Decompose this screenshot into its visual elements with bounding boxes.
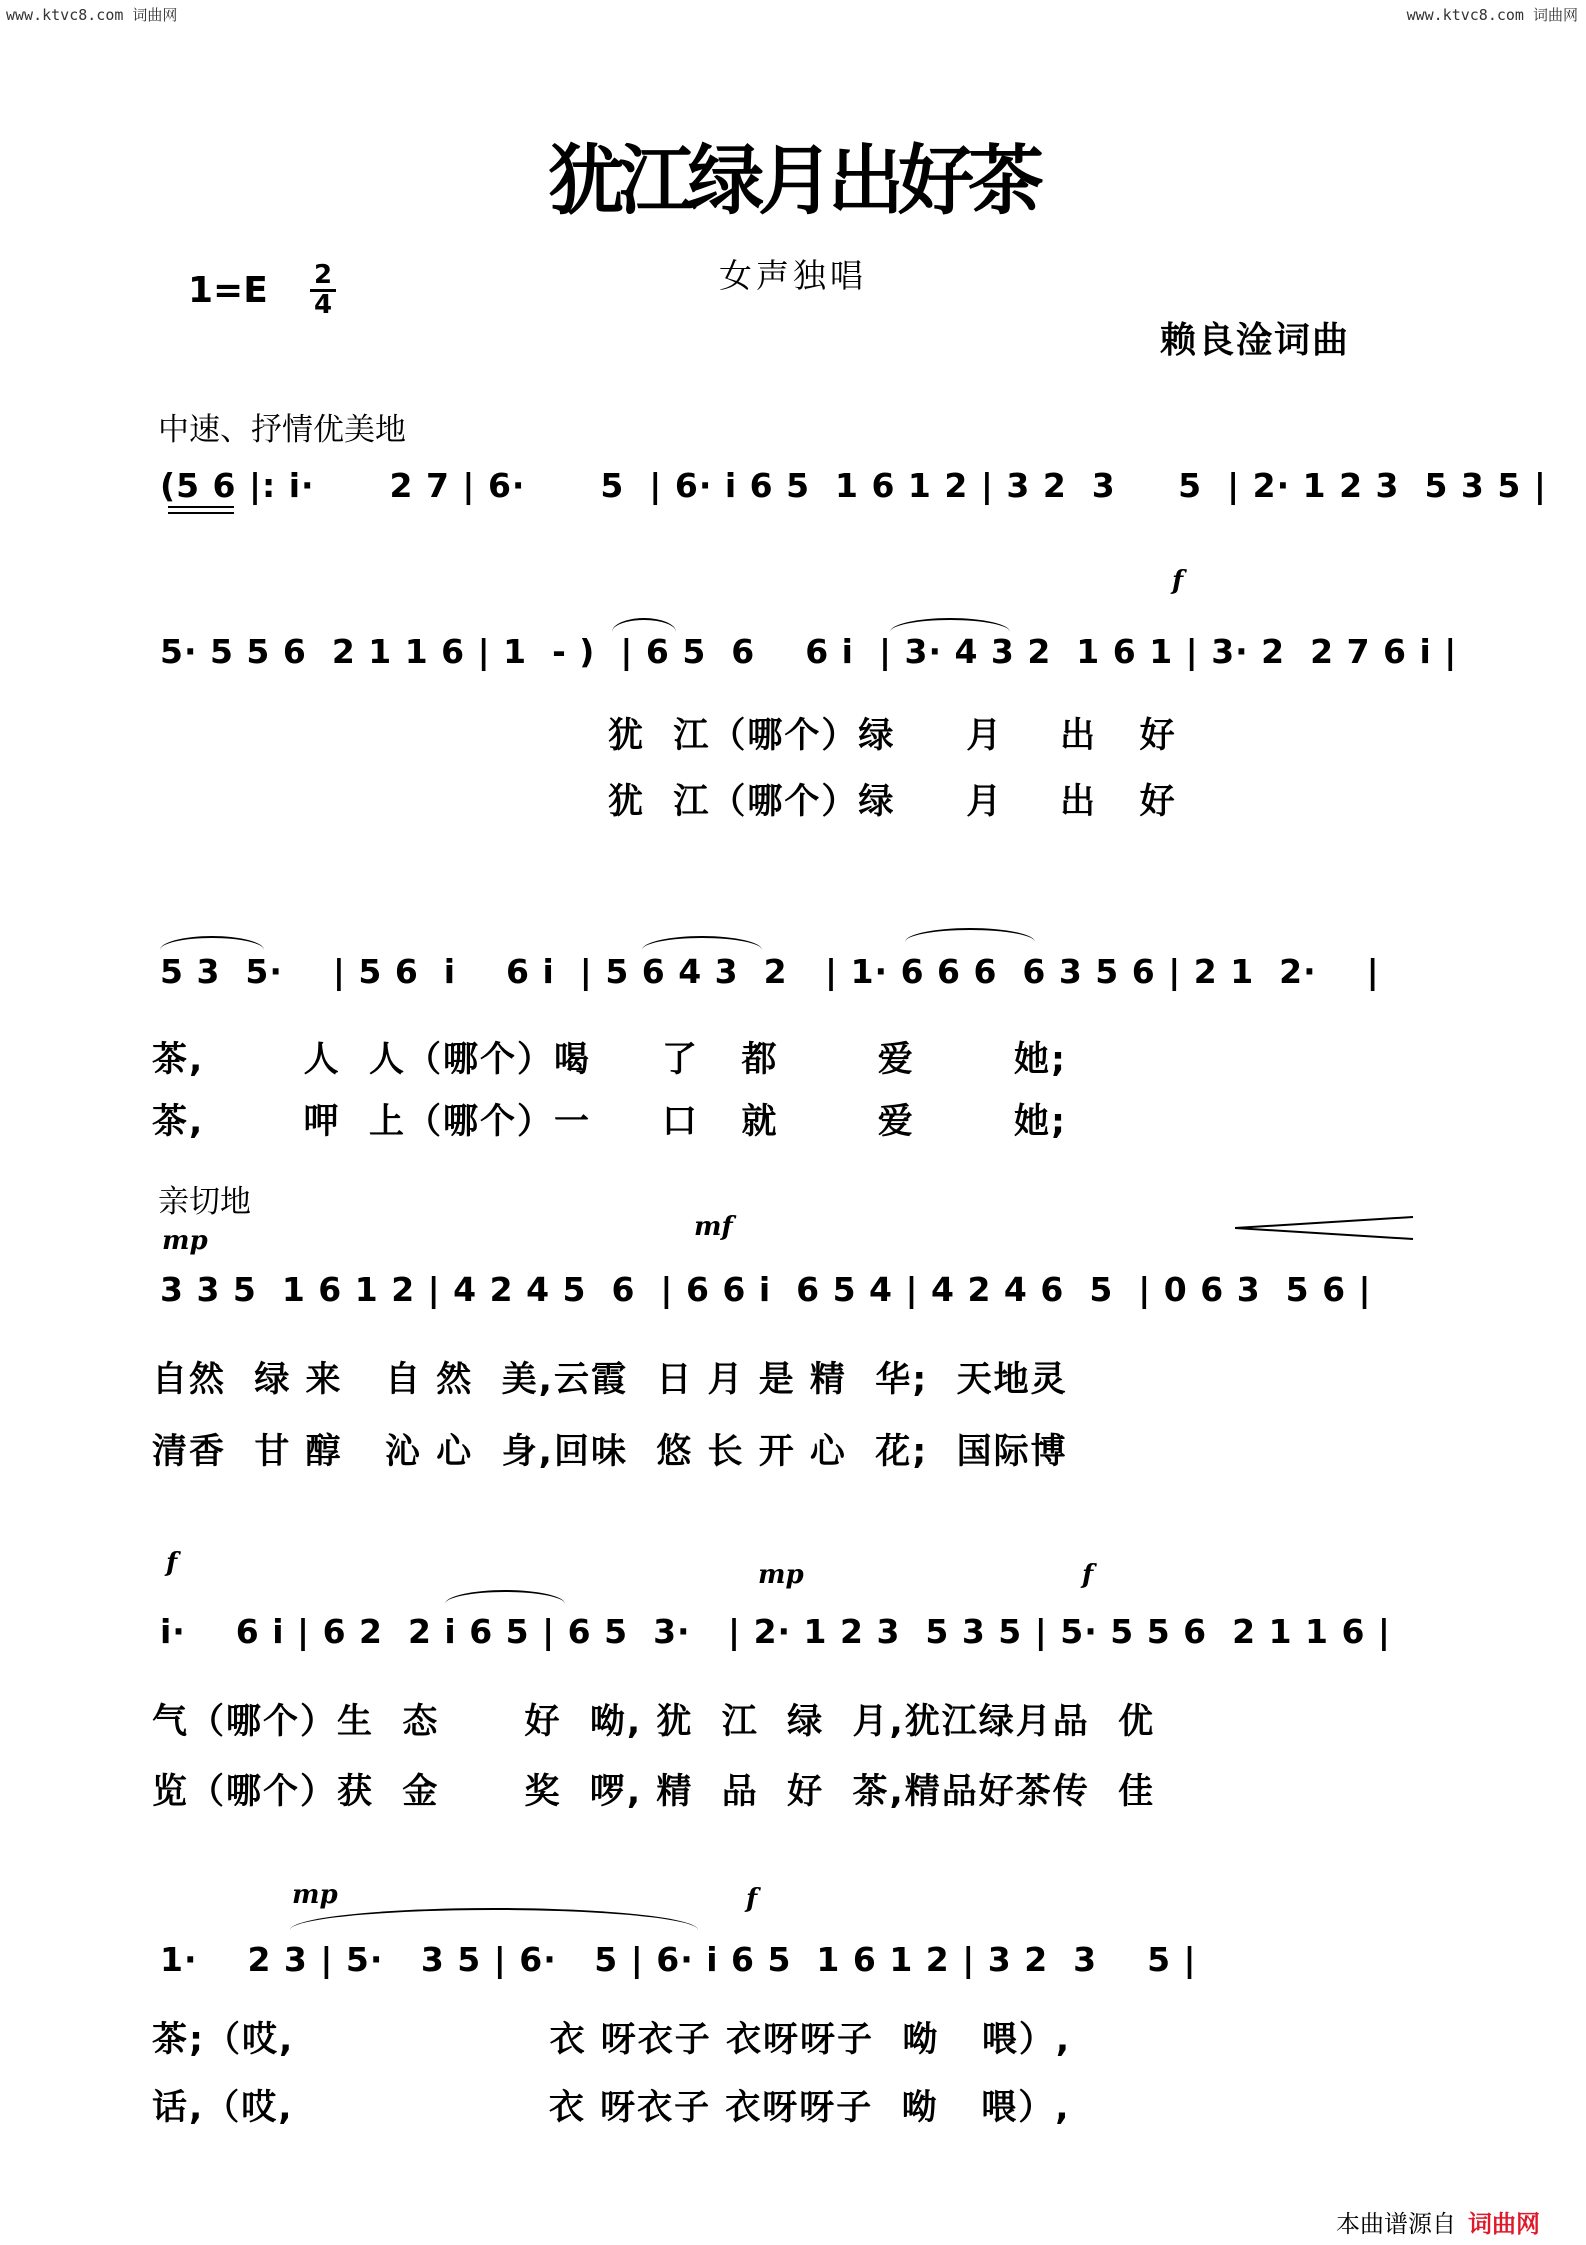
slur [612,618,676,632]
time-signature-top: 2 [313,260,333,290]
lyric-line-3b: 茶, 呷 上（哪个）一 口 就 爱 她; [152,1102,1068,1142]
slur [642,936,762,950]
lyric-line-6b: 话,（哎, 衣 呀衣子 衣呀呀子 呦 喂）, [152,2088,1071,2128]
lyric-line-2b: 犹 江（哪个）绿 月 出 好 [608,782,1177,822]
notation-line-1: (5 6 |: i· 2 7 | 6· 5 | 6· i 6 5 1 6 1 2 | 3 2 3 5 | 2· 1 2 3 5 3 5 | [160,466,1547,505]
lyric-line-5a: 气（哪个）生 态 好 呦, 犹 江 绿 月,犹江绿月品 优 [152,1702,1156,1742]
lyric-line-4a: 自然 绿 来 自 然 美,云霞 日 月 是 精 华; 天地灵 [152,1360,1068,1400]
slur [905,928,1035,942]
footer-source: 本曲谱源自 [1336,2210,1456,2238]
watermark-left: www.ktvc8.com 词曲网 [6,6,178,24]
slur [890,618,1010,632]
lyric-line-5b: 览（哪个）获 金 奖 啰, 精 品 好 茶,精品好茶传 佳 [152,1772,1156,1812]
watermark-right: www.ktvc8.com 词曲网 [1406,6,1578,24]
tempo-marking: 中速、抒情优美地 [158,412,406,448]
key-signature: 1=E [188,270,268,311]
footer-brand-link[interactable]: 词曲网 [1468,2210,1540,2238]
dynamic-mark: f [746,1884,758,1914]
dynamic-mark: f [1172,566,1184,596]
footer [1336,2204,1540,2239]
song-subtitle: 女声独唱 [719,256,867,295]
lyric-line-2a: 犹 江（哪个）绿 月 出 好 [608,716,1177,756]
lyric-line-3a: 茶, 人 人（哪个）喝 了 都 爱 她; [152,1040,1068,1080]
notation-line-6: 1· 2 3 | 5· 3 5 | 6· 5 | 6· i 6 5 1 6 1 2 | 3 2 3 5 | [160,1940,1197,1979]
time-signature-bottom: 4 [313,290,333,320]
underline [168,512,234,514]
underline [168,506,234,508]
slur-long [290,1908,698,1930]
dynamic-mark: mp [162,1226,208,1256]
slur [160,936,264,950]
dynamic-mark: f [1082,1560,1094,1590]
dynamic-mark: mf [694,1212,733,1242]
notation-line-2: 5· 5 5 6 2 1 1 6 | 1 - ) | 6 5 6 6 i | 3· 4 3 2 1 6 1 | 3· 2 2 7 6 i | [160,632,1458,671]
dynamic-mark: mp [758,1560,804,1590]
composer: 赖良淦词曲 [1160,320,1351,361]
dynamic-mark: mp [292,1880,338,1910]
crescendo-hairpin [1235,1215,1415,1241]
song-title: 犹江绿月出好茶 [548,136,1038,225]
lyric-line-6a: 茶;（哎, 衣 呀衣子 衣呀呀子 呦 喂）, [152,2020,1072,2060]
notation-line-3: 5 3 5· | 5 6 i 6 i | 5 6 4 3 2 | 1· 6 6 6 6 3 5 6 | 2 1 2· | [160,952,1380,991]
notation-line-4: 3 3 5 1 6 1 2 | 4 2 4 5 6 | 6 6 i 6 5 4 | 4 2 4 6 5 | 0 6 3 5 6 | [160,1270,1372,1309]
tempo-marking-2: 亲切地 [158,1184,251,1220]
notation-line-5: i· 6 i | 6 2 2 i 6 5 | 6 5 3· | 2· 1 2 3 5 3 5 | 5· 5 5 6 2 1 1 6 | [160,1612,1391,1651]
dynamic-mark: f [166,1548,178,1578]
lyric-line-4b: 清香 甘 醇 沁 心 身,回味 悠 长 开 心 花; 国际博 [152,1432,1068,1472]
slur [445,1590,565,1604]
time-signature [308,262,338,319]
